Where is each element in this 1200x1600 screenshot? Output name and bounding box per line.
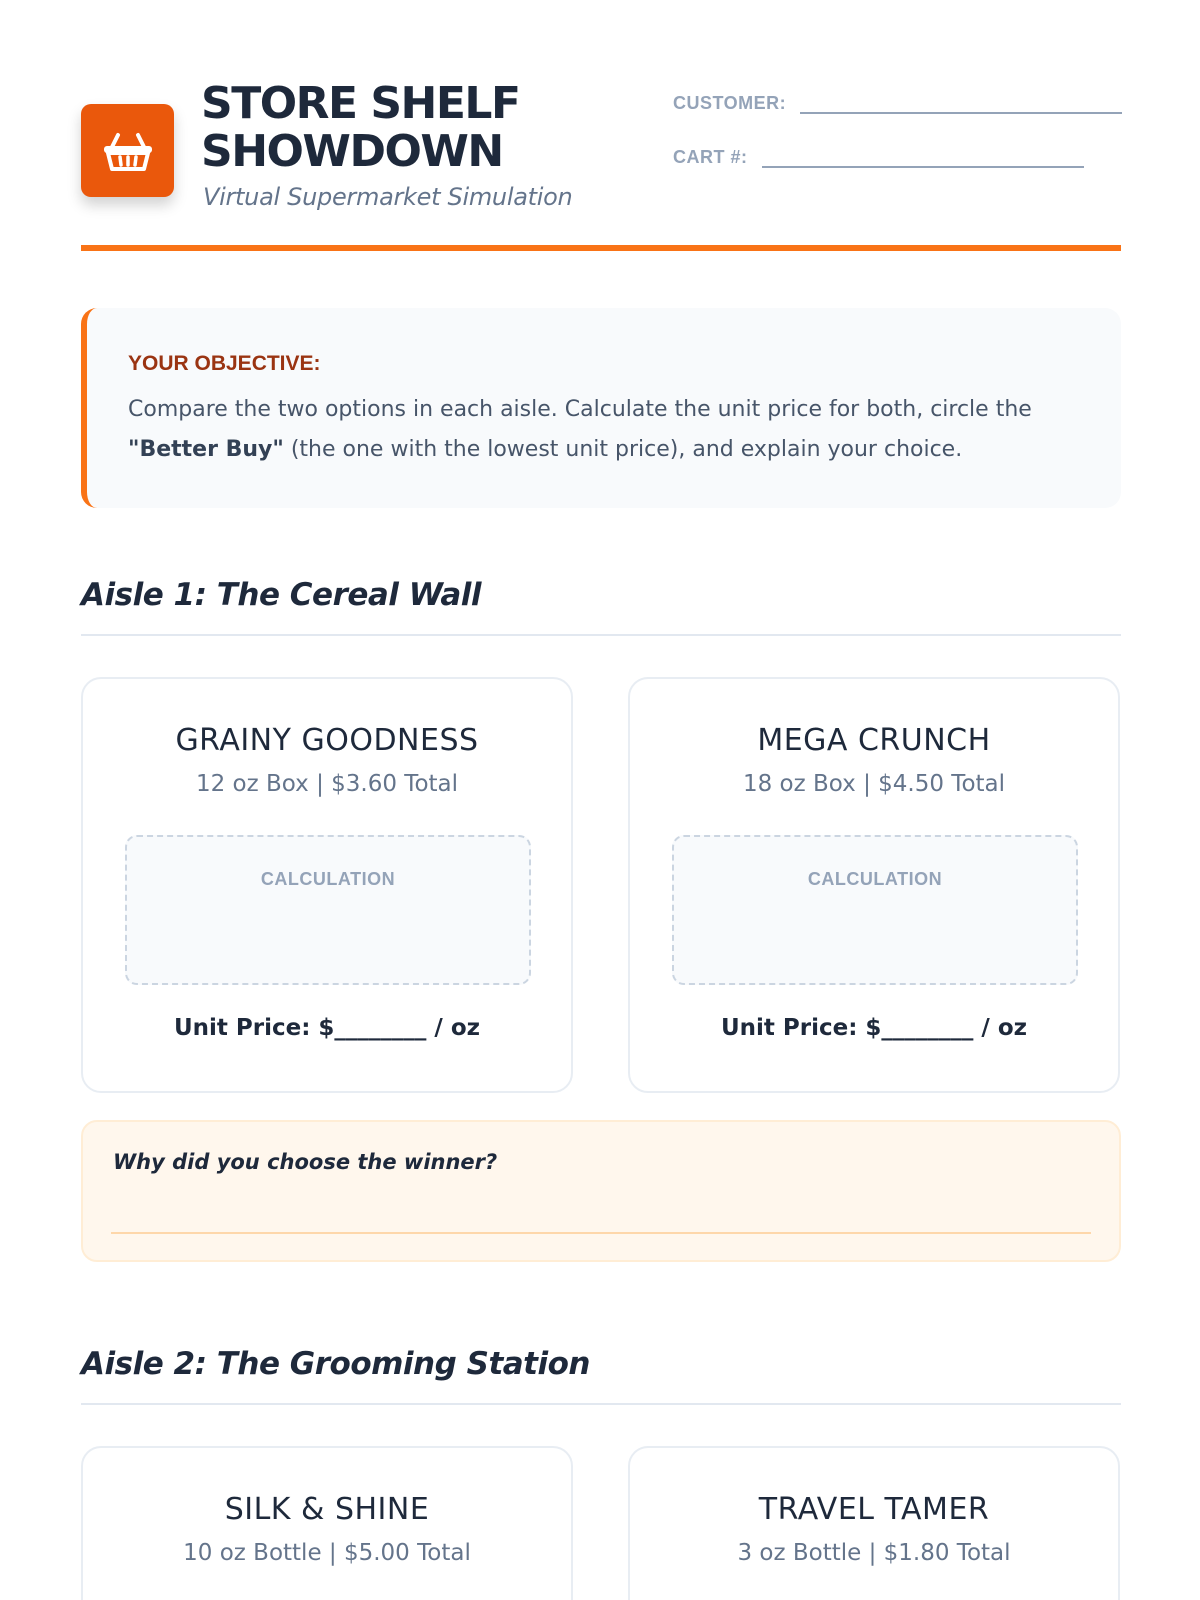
header-divider <box>81 245 1121 251</box>
product-name: GRAINY GOODNESS <box>175 723 479 758</box>
page-title <box>201 80 520 176</box>
aisle-2-divider <box>81 1403 1121 1405</box>
aisle-1-divider <box>81 634 1121 636</box>
objective-text <box>128 390 1088 470</box>
product-card-grainy-goodness <box>81 677 573 1093</box>
basket-icon <box>102 129 154 173</box>
product-name: MEGA CRUNCH <box>757 723 991 758</box>
title-line-2: SHOWDOWN <box>201 126 503 177</box>
reasoning-prompt: Why did you choose the winner? <box>113 1150 498 1174</box>
product-name: SILK & SHINE <box>224 1492 430 1527</box>
calculation-label: CALCULATION <box>260 869 396 889</box>
unit-price-field[interactable]: Unit Price: $________ / oz <box>720 1015 1028 1041</box>
customer-row <box>673 90 1122 114</box>
product-info: 3 oz Bottle | $1.80 Total <box>737 1540 1011 1566</box>
objective-text-end: (the one with the lowest unit price), and explain your choice. <box>283 437 963 462</box>
cart-label: CART #: <box>673 147 748 167</box>
product-info: 12 oz Box | $3.60 Total <box>195 771 459 797</box>
unit-price-field[interactable]: Unit Price: $________ / oz <box>173 1015 481 1041</box>
objective-text-start: Compare the two options in each aisle. Calculate the unit price for both, circle the <box>128 397 1032 422</box>
product-card-mega-crunch <box>628 677 1120 1093</box>
logo-badge <box>81 104 174 197</box>
customer-label: CUSTOMER: <box>673 93 787 113</box>
product-info: 18 oz Box | $4.50 Total <box>742 771 1006 797</box>
calculation-area[interactable] <box>672 835 1078 985</box>
reasoning-answer-line[interactable] <box>111 1232 1091 1234</box>
page-subtitle: Virtual Supermarket Simulation <box>203 183 573 211</box>
objective-text-bold: "Better Buy" <box>128 437 284 462</box>
objective-title: YOUR OBJECTIVE: <box>128 352 321 375</box>
aisle-2-title: Aisle 2: The Grooming Station <box>81 1346 590 1382</box>
product-card-silk-and-shine <box>81 1446 573 1600</box>
product-name: TRAVEL TAMER <box>758 1492 990 1527</box>
cart-row <box>673 144 1084 168</box>
customer-field[interactable] <box>800 90 1122 114</box>
worksheet-header <box>81 78 1121 253</box>
objective-box <box>81 308 1121 508</box>
product-info: 10 oz Bottle | $5.00 Total <box>183 1540 471 1566</box>
reasoning-box <box>81 1120 1121 1262</box>
cart-number-field[interactable] <box>762 144 1084 168</box>
calculation-area[interactable] <box>125 835 531 985</box>
product-card-travel-tamer <box>628 1446 1120 1600</box>
title-line-1: STORE SHELF <box>201 78 520 129</box>
aisle-1-title: Aisle 1: The Cereal Wall <box>81 577 481 613</box>
calculation-label: CALCULATION <box>807 869 943 889</box>
